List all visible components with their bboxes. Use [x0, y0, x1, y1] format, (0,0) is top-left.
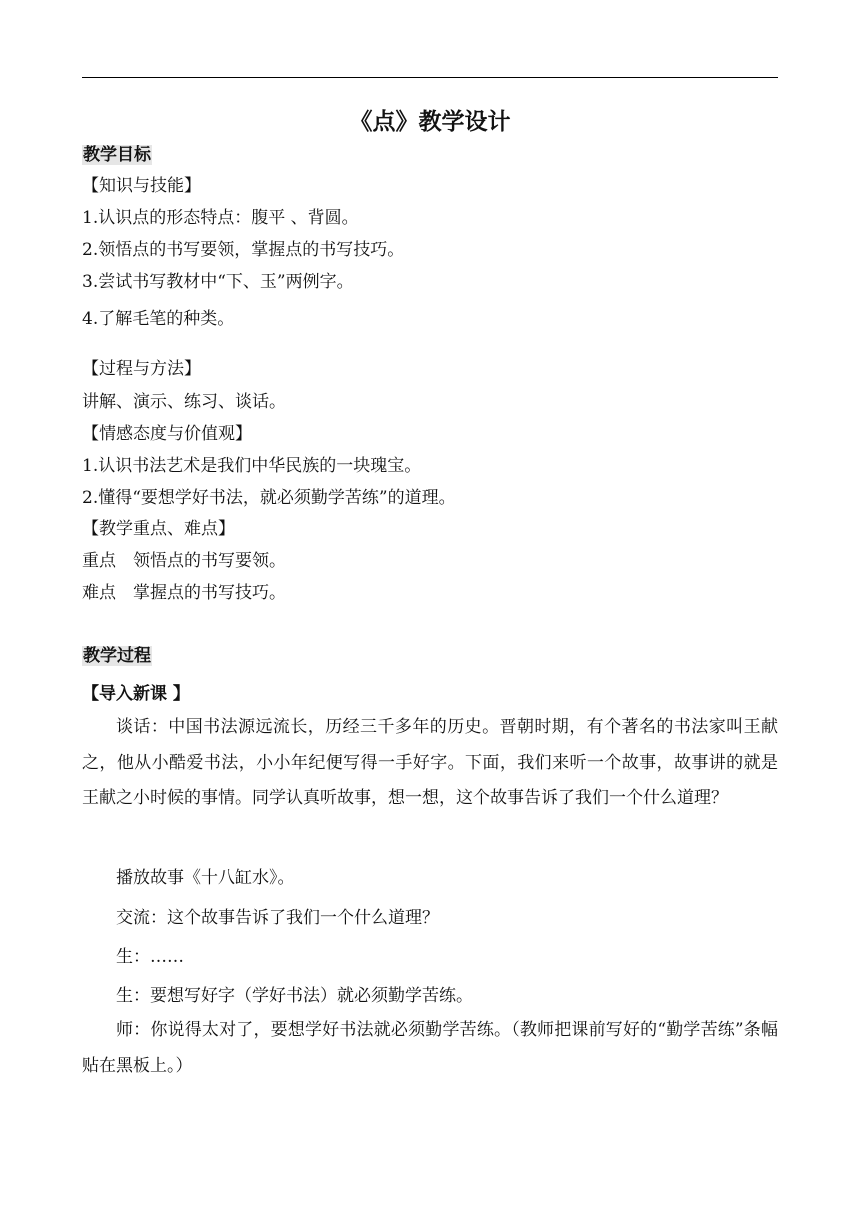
- student-line-2: 生：要想写好字（学好书法）就必须勤学苦练。: [116, 986, 473, 1006]
- knowledge-item-4: 4.了解毛笔的种类。: [82, 309, 235, 329]
- student-line-1: 生：……: [116, 947, 184, 967]
- header-rule: [82, 77, 778, 78]
- emotion-item-1: 1.认识书法艺术是我们中华民族的一块瑰宝。: [82, 456, 422, 476]
- knowledge-item-2: 2.领悟点的书写要领，掌握点的书写技巧。: [82, 240, 405, 260]
- difficulty-label: 难点: [82, 583, 116, 603]
- knowledge-heading: 【知识与技能】: [82, 176, 201, 196]
- key-point-text: 领悟点的书写要领。: [133, 551, 286, 571]
- difficulty-text: 掌握点的书写技巧。: [133, 583, 286, 603]
- goals-heading: 教学目标: [83, 145, 151, 165]
- emotion-heading: 【情感态度与价值观】: [82, 424, 252, 444]
- key-point-row: [82, 548, 286, 574]
- key-points-heading: 【教学重点、难点】: [82, 519, 235, 539]
- exchange-line: 交流：这个故事告诉了我们一个什么道理？: [116, 908, 439, 928]
- key-point-label: 重点: [82, 551, 116, 571]
- story-line: 播放故事《十八缸水》。: [116, 868, 295, 888]
- difficulty-row: [82, 580, 286, 606]
- goals-heading-line: [82, 142, 152, 168]
- intro-heading: 【导入新课 】: [82, 684, 190, 704]
- emotion-item-2: 2.懂得“要想学好书法，就必须勤学苦练”的道理。: [82, 488, 456, 508]
- teacher-paragraph: 师：你说得太对了，要想学好书法就必须勤学苦练。（教师把课前写好的“勤学苦练”条幅贴在黑板上。）: [82, 1020, 778, 1076]
- process-method-heading: 【过程与方法】: [82, 359, 201, 379]
- intro-paragraph: 谈话：中国书法源远流长，历经三千多年的历史。晋朝时期，有个著名的书法家叫王献之，他从小酷爱书法，小小年纪便写得一手好字。下面，我们来听一个故事，故事讲的就是王献之小时候的事情。同学认真听故事，想一想，这个故事告诉了我们一个什么道理？: [82, 717, 778, 808]
- document-title: 《点》教学设计: [349, 109, 511, 135]
- knowledge-item-3: 3.尝试书写教材中“下、玉”两例字。: [82, 272, 354, 292]
- process-method-text: 讲解、演示、练习、谈话。: [82, 392, 286, 412]
- process-heading: 教学过程: [83, 646, 151, 666]
- process-heading-line: [82, 643, 152, 669]
- knowledge-item-1: 1.认识点的形态特点：腹平 、背圆。: [82, 208, 359, 228]
